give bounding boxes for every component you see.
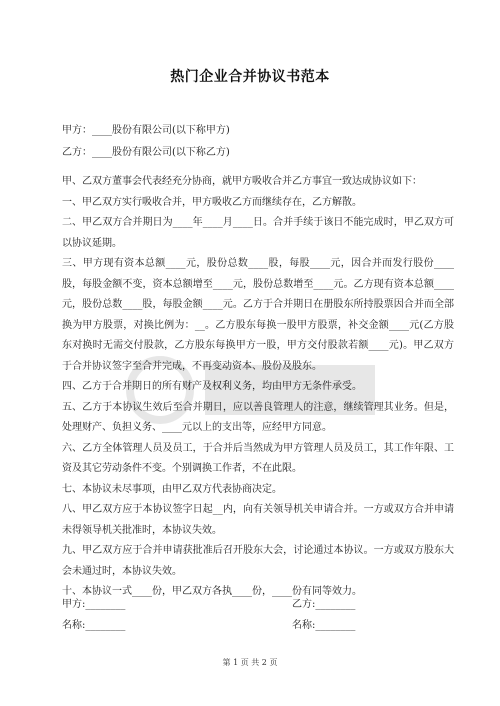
party-a-name-label: 名称:________ — [62, 620, 126, 631]
clause-8: 八、甲乙双方应于本协议签字日起__内，向有关领导机关申请合并。一方或双方合并申请未得领导机关批准时，本协议失效。 — [62, 504, 454, 536]
clause-10: 十、本协议一式____份，甲乙双方各执____份，____份有同等效力。 — [62, 586, 362, 597]
party-b-signature-label: 乙方:________ — [292, 599, 356, 610]
party-b-signature-block — [292, 594, 355, 636]
clause-5: 五、乙方于本协议生效后至合并期日，应以善良管理人的注意，继续管理其业务。但是，处理财产、负担义务、____元以上的支出等，应经甲方同意。 — [62, 401, 454, 433]
document-title: 热门企业合并协议书范本 — [170, 69, 330, 85]
party-a-line: 甲方：____股份有限公司(以下称甲方) — [62, 125, 230, 136]
parties-block — [62, 120, 230, 164]
party-a-signature-block — [62, 594, 125, 636]
clause-9: 九、甲乙双方应于合并申请获批准后召开股东大会，讨论通过本协议。一方或双方股东大会未通过时，本协议失效。 — [62, 545, 454, 577]
clause-4: 四、乙方于合并期日的所有财产及权利义务，均由甲方无条件承受。 — [62, 381, 362, 392]
party-b-name-label: 名称:________ — [292, 620, 356, 631]
agreement-body — [62, 172, 454, 603]
party-b-line: 乙方：____股份有限公司(以下称乙方) — [62, 147, 230, 158]
clause-2: 二、甲乙双方合并期日为____年____月____日。合并手续于该日不能完成时，甲乙双方可以协议延期。 — [62, 217, 454, 249]
clause-7: 七、本协议未尽事项，由甲乙双方代表协商决定。 — [62, 483, 282, 495]
page-footer: 第 1 页 共 2 页 — [222, 658, 278, 667]
party-a-signature-label: 甲方:________ — [62, 599, 126, 610]
agreement-intro: 甲、乙双方董事会代表经充分协商，就甲方吸收合并乙方事宜一致达成协议如下： — [62, 176, 422, 187]
clause-1: 一、甲乙双方实行吸收合并，甲方吸收乙方而继续存在，乙方解散。 — [62, 196, 362, 208]
clause-3: 三、甲方现有资本总额____元，股份总数____股，每股____元，因合并而发行股份____股，每股金额不变，资本总额增至____元，股份总数增至____元。乙方现有资本总额____元，股份总数____股，每股金额____元。乙方于合并期日在册股东所持股票因合并而全部换为甲方股票，对换比例为：__。乙方股东每换一股甲方股票，补交金额____元(乙方股东对换时无需交付股款，乙方股东每换甲方一股，甲方交付股款若额____元)。甲乙双方于合并协议签字至合并完成，不再变动资本、股份及股东。 — [62, 258, 454, 372]
clause-6: 六、乙方全体管理人员及员工，于合并后当然成为甲方管理人员及员工，其工作年限、工资及其它劳动条件不变。个别调换工作者，不在此限。 — [62, 442, 454, 474]
